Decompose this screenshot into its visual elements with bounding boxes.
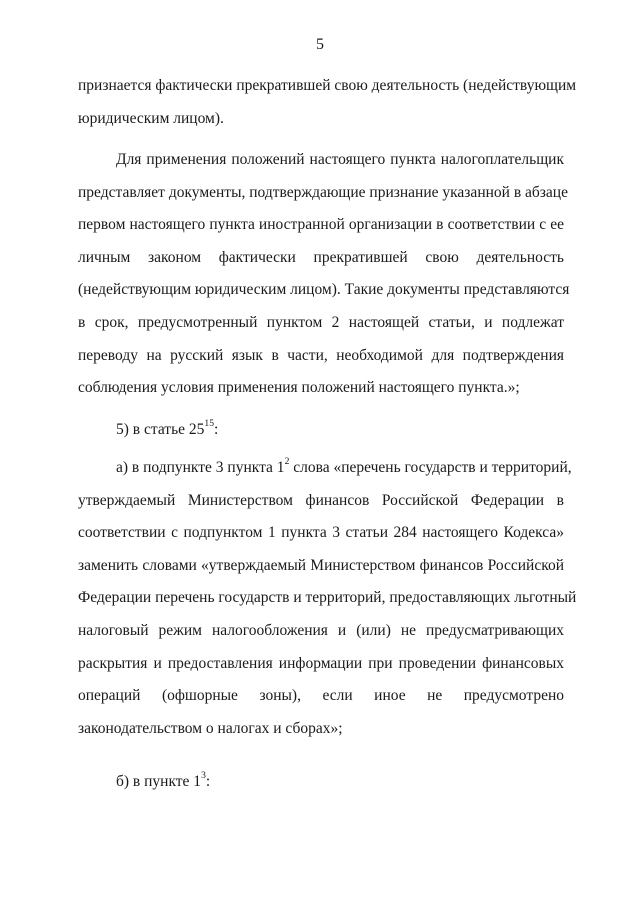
superscript: 15 <box>204 418 214 430</box>
superscript: 2 <box>284 456 290 468</box>
text-line: б) в пункте $1^3$: <box>116 770 211 790</box>
paragraph-continuation <box>78 70 577 135</box>
page-number: 5 <box>316 36 324 53</box>
subitem-a <box>78 452 577 745</box>
text-line: раскрытия и предоставления информации при проведении финансовых <box>78 654 564 672</box>
paragraph-documents <box>78 144 570 405</box>
text-line: законодательством о налогах и сборах»; <box>78 719 343 737</box>
superscript: 3 <box>201 770 206 782</box>
text-line: представляет документы, подтверждающие признание указанной в абзаце <box>78 183 568 201</box>
text-line: 5) в статье $25^{15}$: <box>116 418 219 438</box>
text-line: налоговый режим налогообложения и (или) не предусматривающих <box>78 621 564 639</box>
text-line: юридическим лицом). <box>78 109 224 127</box>
text-line: соблюдения условия применения положений настоящего пункта.»; <box>78 379 520 397</box>
text-line: (недействующим юридическим лицом). Такие документы представляются <box>78 281 570 299</box>
text-line: а) в подпункте 3 пункта $1^2$ слова «перечень государств и территорий, <box>116 456 572 476</box>
text-line: соответствии с подпунктом 1 пункта 3 статьи 284 настоящего Кодекса» <box>78 524 564 542</box>
text-line: утверждаемый Министерством финансов Российской Федерации в <box>78 491 564 509</box>
text-line: признается фактически прекратившей свою деятельность (недействующим <box>78 77 577 94</box>
text-line: Для применения положений настоящего пункта налогоплательщик <box>116 151 564 168</box>
subitem-b-heading <box>78 766 564 799</box>
text-line: личным законом фактически прекратившей свою деятельность <box>78 248 564 266</box>
item-5-heading <box>78 414 564 447</box>
text-line: операций (офшорные зоны), если иное не предусмотрено <box>78 687 564 705</box>
text-line: заменить словами «утверждаемый Министерством финансов Российской <box>78 556 564 574</box>
text-line: в срок, предусмотренный пунктом 2 настоящей статьи, и подлежат <box>78 313 564 331</box>
text-line: Федерации перечень государств и территорий, предоставляющих льготный <box>78 589 577 607</box>
text-line: переводу на русский язык в части, необходимой для подтверждения <box>78 346 564 364</box>
text-line: первом настоящего пункта иностранной организации в соответствии с ее <box>78 216 564 234</box>
